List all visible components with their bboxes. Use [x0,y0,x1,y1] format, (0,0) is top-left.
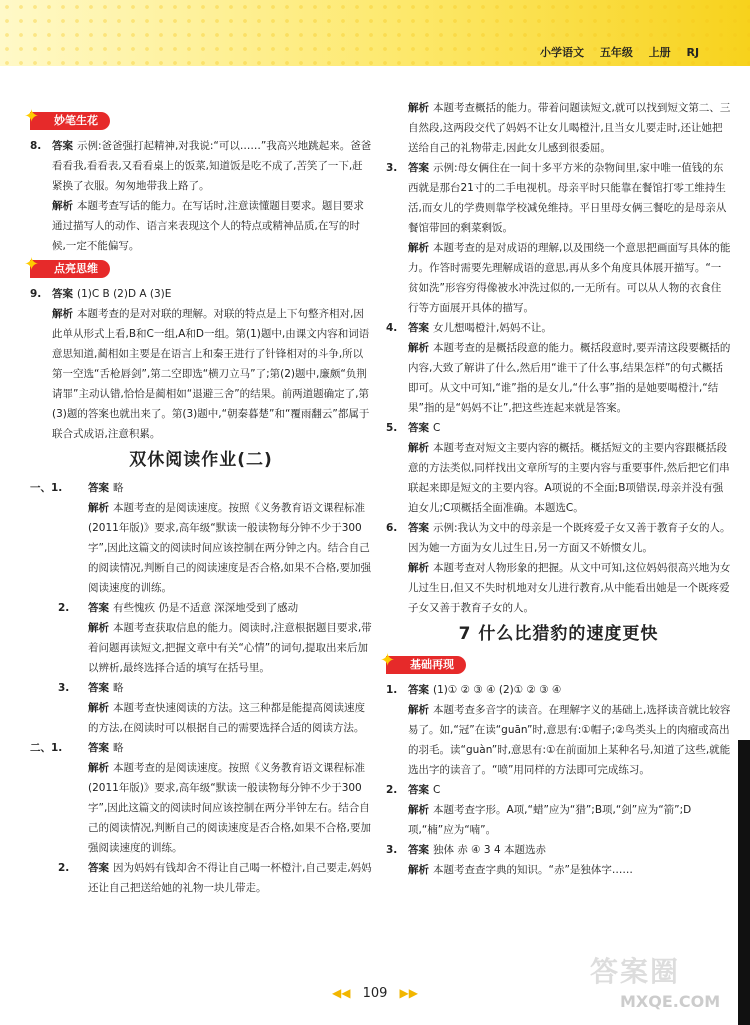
t2-answer: 因为妈妈有钱却舍不得让自己喝一杯橙汁,自己要走,妈妈还让自己把送给她的礼物一块儿带走。 [88,862,372,894]
q8-answer: 示例:爸爸强打起精神,对我说:“可以……”我高兴地跳起来。爸爸看看我,看看表,又看看桌上的饭菜,知道饭是吃不成了,苦笑了一下,赶紧换了衣服。匆匆地带我上路了。 [52,140,372,192]
t1-analysis: 本题考查的是阅读速度。按照《义务教育语文课程标准(2011年版)》要求,高年级“默读一般读物每分钟不少于300字”,因此这篇文的阅读时间应该控制在两分半钟左右。结合自己的阅读情况,判断自己的阅读速度是否合格,如果不合格,要加强阅读速度的训练。 [88,762,372,854]
watermark: 答案圈 [590,955,681,988]
header-volume: 上册 [648,46,671,59]
prev-arrows-icon: ◀◀ [331,986,351,1000]
s3-num: 3. [58,682,70,694]
lesson-title: 7 什么比猎豹的速度更快 [458,624,659,644]
tag-miaobi [24,106,110,130]
s2-answer: 有些愧疚 仍是不适意 深深地受到了感动 [113,602,299,614]
r5-answer: C [433,422,441,434]
r5 [386,418,731,518]
answer-label: 答案 [88,482,109,494]
section-title: 双休阅读作业(二) [129,450,273,470]
tag-label: 点亮思维 [54,262,98,275]
b1 [386,680,731,780]
t2 [30,858,372,898]
s2 [30,598,372,678]
s3 [30,678,372,738]
r3-analysis: 本题考查的是对成语的理解,以及围绕一个意思把画面写具体的能力。作答时需要先理解成语的意思,再从多个角度具体展开描写。“一贫如洗”形容穷得像被水冲洗过似的,一无所有。可以从人物的衣食住行等方面展开具体的描写。 [408,242,731,314]
answer-label: 答案 [408,684,429,696]
answer-label: 答案 [408,422,429,434]
analysis-label: 解析 [52,308,73,320]
answer-label: 答案 [408,522,429,534]
r6-answer: 示例:我认为文中的母亲是一个既疼爱子女又善于教育子女的人。因为她一方面为女儿过生日,另一方面又不娇惯女儿。 [408,522,731,554]
answer-label: 答案 [88,862,109,874]
r4-num: 4. [386,322,398,334]
page-header [540,44,711,60]
next-arrows-icon: ▶▶ [399,986,419,1000]
analysis-label: 解析 [408,242,429,254]
star-icon: ✦ [24,106,40,127]
s3-answer: 略 [113,682,124,694]
analysis-label: 解析 [88,622,109,634]
header-edition: RJ [686,46,700,59]
s2-num: 2. [58,602,70,614]
b3 [386,840,731,880]
analysis-label: 解析 [408,804,429,816]
analysis-label: 解析 [88,702,109,714]
r4 [386,318,731,418]
answer-label: 答案 [408,322,429,334]
analysis-label: 解析 [408,102,429,114]
r3-num: 3. [386,162,398,174]
analysis-label: 解析 [88,762,109,774]
q8-analysis: 本题考查写话的能力。在写话时,注意读懂题目要求。题目要求通过描写人的动作、语言来表现这个人的特点或精神品质,在写的时候,一定不能偏写。 [52,200,364,252]
s3-analysis: 本题考查快速阅读的方法。这三种都是能提高阅读速度的方法,在阅读时可以根据自己的需要选择合适的阅读方法。 [88,702,365,734]
answer-label: 答案 [52,140,73,152]
r6 [386,518,731,618]
b3-answer: 独体 赤 ④ 3 4 本题选赤 [433,844,546,856]
r5-analysis: 本题考查对短文主要内容的概括。概括短文的主要内容跟概括段意的方法类似,同样找出文章所写的主要内容与重要事件,然后把它们串联起来即是短文的主要内容。A项说的不全面;B项错误,母亲并没有强迫女儿;C项概括全面准确。本题选C。 [408,442,730,514]
tag-jichu [380,650,466,674]
b1-answer: (1)① ② ③ ④ (2)① ② ③ ④ [433,684,562,696]
t1-answer: 略 [113,742,124,754]
q9-num: 9. [30,288,42,300]
t2-num: 2. [58,862,70,874]
answer-label: 答案 [88,742,109,754]
r4-analysis: 本题考查的是概括段意的能力。概括段意时,要弄清这段要概括的内容,大致了解讲了什么,然后用“谁干了什么事,结果怎样”的句式概括即可。从文中可知,“谁”指的是女儿,“什么事”指的是她要喝橙汁,“结果”指的是“妈妈不让”,把这些连起来就是答案。 [408,342,731,414]
answer-label: 答案 [408,162,429,174]
r6-analysis: 本题考查对人物形象的把握。从文中可知,这位妈妈很高兴地为女儿过生日,但又不失时机地对女儿进行教育,从中能看出她是一个既疼爱子女又善于教育子女的人。 [408,562,731,614]
r3 [386,158,731,318]
analysis-label: 解析 [52,200,73,212]
analysis-label: 解析 [408,442,429,454]
t1-num: 二、1. [30,742,63,754]
left-column [24,106,372,898]
r4-answer: 女儿想喝橙汁,妈妈不让。 [433,322,552,334]
b1-analysis: 本题考查多音字的读音。在理解字义的基础上,选择读音就比较容易了。如,“冠”在读“guān”时,意思有:①帽子;②鸟类头上的肉瘤或高出的羽毛。读“guàn”时,意思有:①在前面加上某种名号,知道了这些,就能选出字的读音了。“喷”用同样的方法即可完成练习。 [408,704,731,776]
answer-label: 答案 [408,784,429,796]
page-footer [0,986,750,1001]
r5-num: 5. [386,422,398,434]
q8-num: 8. [30,140,42,152]
s1 [30,478,372,598]
answer-label: 答案 [88,682,109,694]
b2 [386,780,731,840]
analysis-label: 解析 [408,562,429,574]
r2-analysis: 本题考查概括的能力。带着问题读短文,就可以找到短文第二、三自然段,这两段交代了妈妈不让女儿喝橙汁,且当女儿要走时,还让她把送给自己的礼物带走,因此女儿感到很委屈。 [408,102,731,154]
b2-analysis: 本题考查字形。A项,“蜡”应为“猎”;B项,“剑”应为“箭”;D项,“楠”应为“喃”。 [408,804,692,836]
q9-answer: (1)C B (2)D A (3)E [77,288,172,300]
r2-cont [386,98,731,158]
r3-answer: 示例:母女俩住在一间十多平方米的杂物间里,家中唯一值钱的东西就是那台21寸的二手电视机。母亲平时只能靠在餐馆打零工维持生活,而女儿的学费则靠学校减免维持。平日里母女俩三餐吃的是母亲从餐馆带回的剩菜剩饭。 [408,162,727,234]
analysis-label: 解析 [88,502,109,514]
s1-answer: 略 [113,482,124,494]
tag-label: 基础再现 [410,658,454,671]
right-column [380,98,731,880]
s1-analysis: 本题考查的是阅读速度。按照《义务教育语文课程标准(2011年版)》要求,高年级“默读一般读物每分钟不少于300字”,因此这篇文的阅读时间应该控制在两分钟之内。结合自己的阅读情况,判断自己的阅读速度是否合格,如果不合格,要加强阅读速度的训练。 [88,502,372,594]
star-icon: ✦ [380,650,396,671]
b1-num: 1. [386,684,398,696]
b2-num: 2. [386,784,398,796]
page-edge-shadow [738,740,750,1025]
t1 [30,738,372,858]
answer-label: 答案 [408,844,429,856]
q8 [30,136,372,256]
header-grade: 五年级 [599,46,633,59]
s1-num: 一、1. [30,482,63,494]
watermark-url: MXQE.COM [620,992,721,1011]
page-number: 109 [362,986,388,1001]
r6-num: 6. [386,522,398,534]
b3-analysis: 本题考查查字典的知识。“赤”是独体字…… [433,864,633,876]
analysis-label: 解析 [408,704,429,716]
q9 [30,284,372,444]
tag-dianliang [24,254,110,278]
analysis-label: 解析 [408,864,429,876]
tag-label: 妙笔生花 [54,114,98,127]
q9-analysis: 本题考查的是对对联的理解。对联的特点是上下句整齐相对,因此单从形式上看,B和C一组,A和D一组。第(1)题中,由课文内容和词语意思知道,蔺相如主要是在语言上和秦王进行了针锋相对的斗争,所以第一空选“舌枪唇剑”,第二空即选“横刀立马”了;第(2)题中,廉颇“负荆请罪”主动认错,恰恰是蔺相如“退避三舍”的结果。前两道题确定了,第(3)题的答案也就出来了。第(3)题中,“朝秦暮楚”和“覆雨翻云”都属于联合式成语,注意积累。 [52,308,370,440]
s2-analysis: 本题考查获取信息的能力。阅读时,注意根据题目要求,带着问题再读短文,把握文章中有关“心情”的词句,提取出来后加以辨析,最终选择合适的填写在括号里。 [88,622,372,674]
b3-num: 3. [386,844,398,856]
answer-label: 答案 [52,288,73,300]
header-subject: 小学语文 [540,46,584,59]
star-icon: ✦ [24,254,40,275]
analysis-label: 解析 [408,342,429,354]
b2-answer: C [433,784,441,796]
answer-label: 答案 [88,602,109,614]
